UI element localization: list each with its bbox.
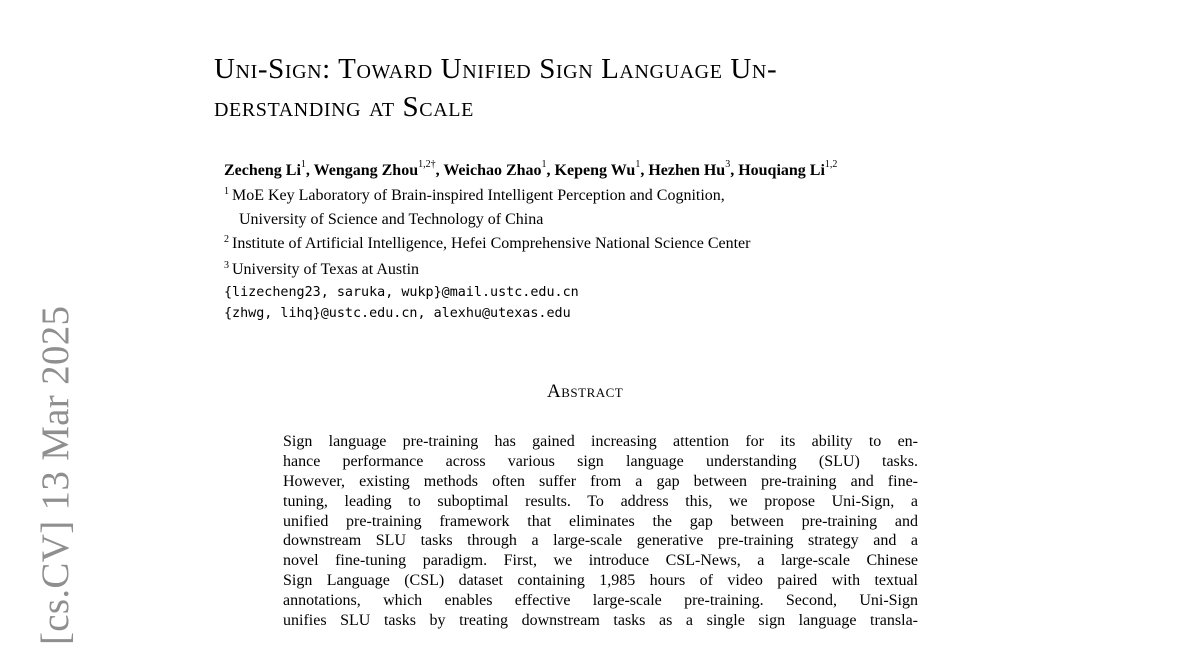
abstract-line: Sign language pre-training has gained increasing attention for its ability to en- (283, 433, 918, 450)
paper-title-line-2: derstanding at Scale (214, 91, 474, 123)
author-name: Houqiang Li (738, 162, 825, 179)
abstract-line: However, existing methods often suffer from a gap between pre-training and fine- (283, 472, 918, 490)
abstract-line: novel fine-tuning paradigm. First, we introduce CSL-News, a large-scale Chinese (283, 552, 918, 570)
author-affiliation-mark: 1,2† (418, 158, 436, 170)
affiliation-2-line-1: Institute of Artificial Intelligence, Hefei Comprehensive National Science Center (232, 235, 751, 252)
abstract-line: annotations, which enables effective large-scale pre-training. Second, Uni-Sign (283, 592, 918, 610)
author-affiliation-mark: 1 (635, 158, 641, 170)
author-name: Hezhen Hu (648, 162, 726, 179)
abstract-line: unifies SLU tasks by treating downstream tasks as a single sign language transla- (283, 612, 918, 630)
author-name: Kepeng Wu (554, 162, 636, 179)
email-line-2: {zhwg, lihq}@ustc.edu.cn, alexhu@utexas.edu (224, 306, 571, 321)
author-name: Zecheng Li (224, 162, 301, 179)
author-list: Zecheng Li$^1$, Wengang Zhou$^{1,2\dagger}$, Weichao Zhao$^1$, Kepeng Wu$^1$, Hezhen Hu$^3$, Houqiang Li$^{1,2}$ (224, 158, 838, 179)
affiliation-1-line-2: University of Science and Technology of China (239, 211, 544, 228)
paper-title (214, 50, 1014, 126)
arxiv-stamp-text: [cs.CV] 13 Mar 2025 (34, 305, 77, 645)
abstract-line: hance performance across various sign language understanding (SLU) tasks. (283, 452, 918, 470)
author-name: Weichao Zhao (443, 162, 542, 179)
affiliation-1 (224, 186, 725, 206)
affiliation-1-line-1: MoE Key Laboratory of Brain-inspired Intelligent Perception and Cognition, (232, 187, 725, 204)
affiliation-3-line-1: University of Texas at Austin (232, 261, 420, 278)
affiliation-2-number: 2 (224, 233, 229, 245)
author-affiliation-mark: 1 (300, 158, 306, 170)
abstract-line: downstream SLU tasks through a large-scale generative pre-training strategy and a (283, 532, 918, 550)
abstract-heading-text: Abstract (547, 381, 624, 402)
author-affiliation-mark: 1 (541, 158, 547, 170)
abstract-line: tuning, leading to suboptimal results. To address this, we propose Uni-Sign, a (283, 492, 918, 510)
arxiv-stamp (15, 300, 77, 648)
affiliation-1-number: 1 (224, 185, 229, 197)
abstract-line: unified pre-training framework that eliminates the gap between pre-training and (283, 512, 918, 530)
paper-title-line-1: Uni-Sign: Toward Unified Sign Language Un- (214, 53, 778, 85)
author-affiliation-mark: 1,2 (824, 158, 838, 170)
email-line-1: {lizecheng23, saruka, wukp}@mail.ustc.edu.cn (224, 285, 579, 300)
affiliation-3-number: 3 (224, 259, 229, 271)
author-name: Wengang Zhou (313, 162, 419, 179)
author-affiliation-mark: 3 (725, 158, 731, 170)
affiliation-3 (224, 260, 419, 280)
affiliation-2 (224, 234, 750, 254)
abstract-body (283, 432, 918, 631)
abstract-line: Sign Language (CSL) dataset containing 1,985 hours of video paired with textual (283, 572, 918, 590)
